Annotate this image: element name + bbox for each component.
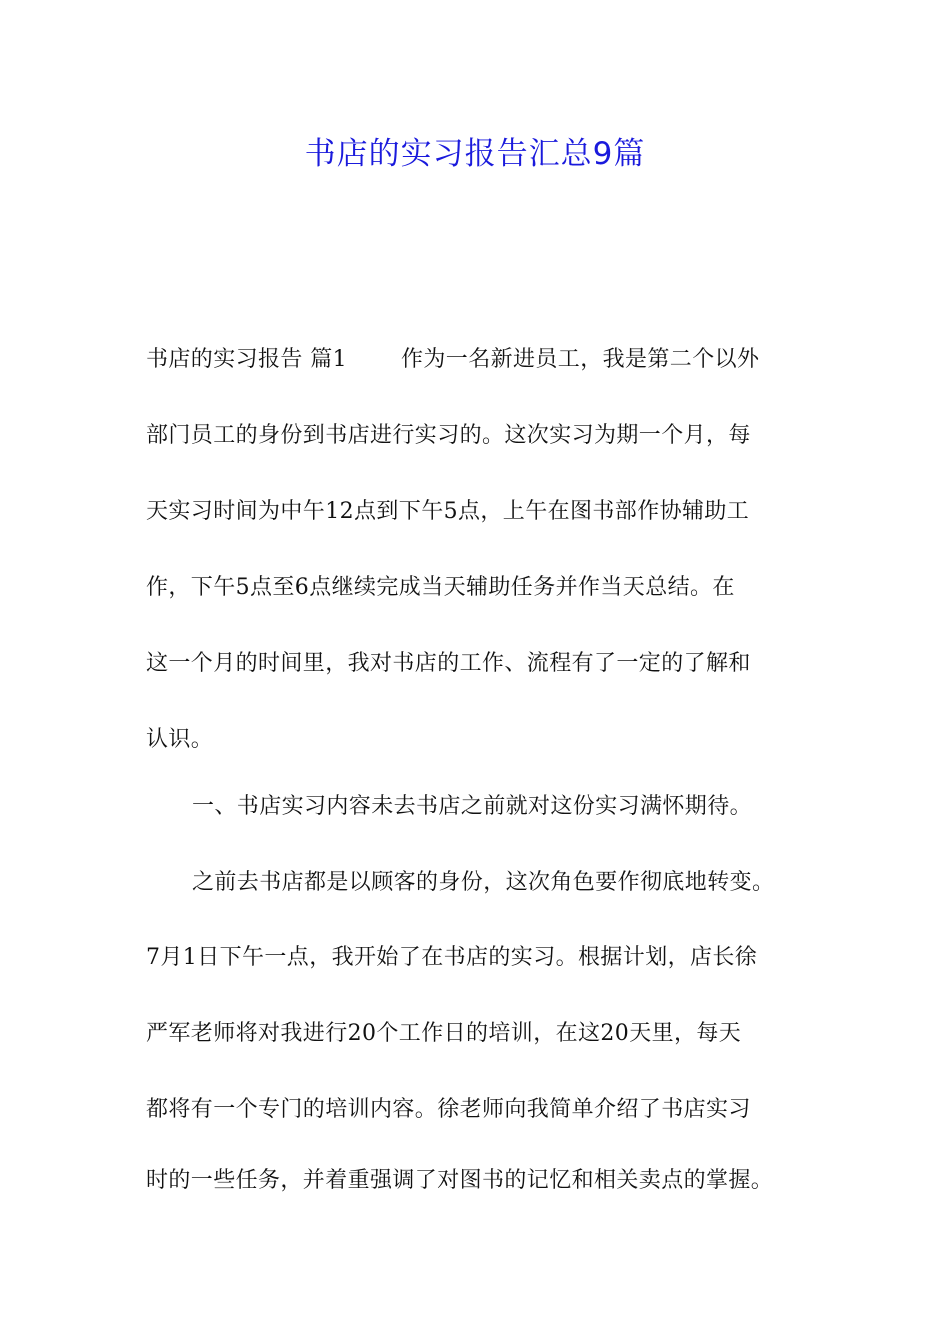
paragraph-line: 7月1日下午一点，我开始了在书店的实习。根据计划，店长徐: [146, 945, 758, 970]
section-heading-label: 书店的实习报告 篇1: [146, 347, 347, 372]
paragraph-line: 这一个月的时间里，我对书店的工作、流程有了一定的了解和: [146, 651, 751, 676]
paragraph-line: 都将有一个专门的培训内容。徐老师向我简单介绍了书店实习: [146, 1097, 751, 1122]
paragraph-line: 部门员工的身份到书店进行实习的。这次实习为期一个月，每: [146, 423, 751, 448]
paragraph-line: 之前去书店都是以顾客的身份，这次角色要作彻底地转变。: [192, 870, 775, 895]
paragraph-line: [146, 342, 826, 378]
paragraph-line: 严军老师将对我进行20个工作日的培训，在这20天里，每天: [146, 1021, 742, 1046]
paragraph-line: 作，下午5点至6点继续完成当天辅助任务并作当天总结。在: [146, 575, 735, 600]
paragraph-line: 时的一些任务，并着重强调了对图书的记忆和相关卖点的掌握。: [146, 1168, 774, 1193]
paragraph-line: 认识。: [146, 727, 214, 752]
paragraph-line: 天实习时间为中午12点到下午5点，上午在图书部作协辅助工: [146, 499, 750, 524]
paragraph-line: 一、书店实习内容未去书店之前就对这份实习满怀期待。: [192, 794, 753, 819]
document-title: 书店的实习报告汇总9篇: [304, 136, 646, 172]
paragraph-text: 作为一名新进员工，我是第二个以外: [401, 347, 760, 372]
